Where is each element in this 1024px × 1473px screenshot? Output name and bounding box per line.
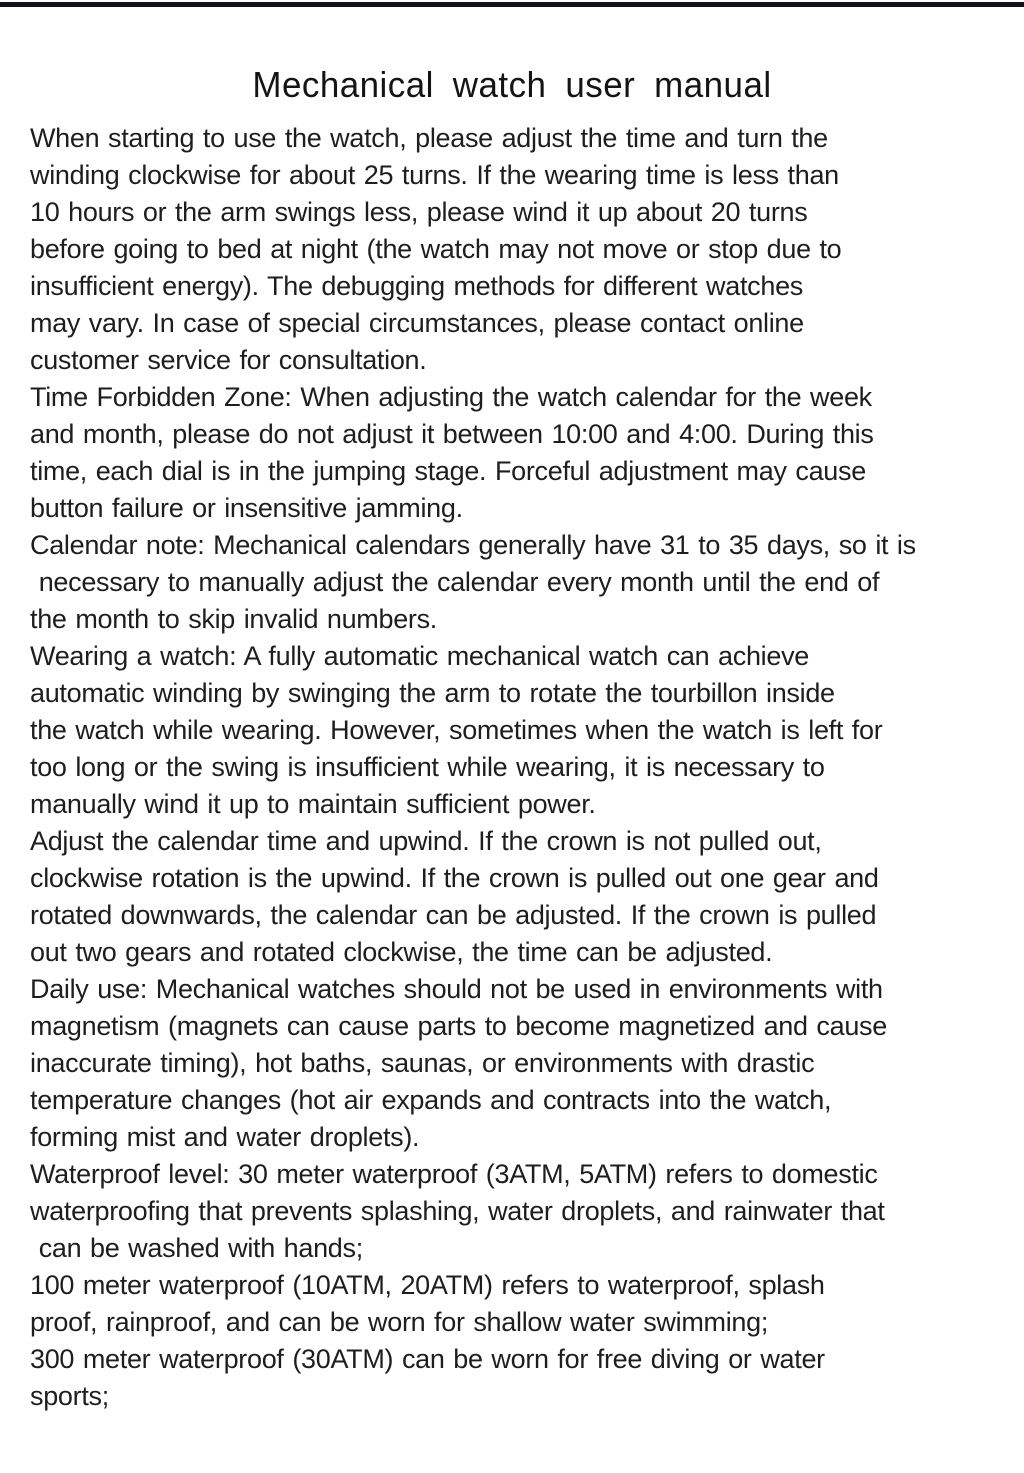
text-line: 300 meter waterproof (30ATM) can be worn for free diving or water [30, 1344, 825, 1374]
text-line: proof, rainproof, and can be worn for shallow water swimming; [30, 1307, 769, 1337]
text-line: magnetism (magnets can cause parts to become magnetized and cause [30, 1011, 887, 1041]
text-line: forming mist and water droplets). [30, 1122, 420, 1152]
paragraph-adjust-calendar [30, 823, 1014, 971]
text-line: time, each dial is in the jumping stage. Forceful adjustment may cause [30, 456, 866, 486]
text-line: too long or the swing is insufficient while wearing, it is necessary to [30, 752, 825, 782]
text-line: Daily use: Mechanical watches should not be used in environments with [30, 974, 883, 1004]
text-line: insufficient energy). The debugging methods for different watches [30, 271, 803, 301]
manual-document [0, 64, 1024, 1415]
paragraph-wearing [30, 638, 1014, 823]
text-line: waterproofing that prevents splashing, water droplets, and rainwater that [30, 1196, 885, 1226]
text-line: rotated downwards, the calendar can be adjusted. If the crown is pulled [30, 900, 877, 930]
text-line: button failure or insensitive jamming. [30, 493, 463, 523]
page-title: Mechanical watch user manual [252, 64, 772, 105]
text-line: customer service for consultation. [30, 345, 427, 375]
text-line: and month, please do not adjust it between 10:00 and 4:00. During this [30, 419, 874, 449]
text-line: Calendar note: Mechanical calendars generally have 31 to 35 days, so it is [30, 530, 916, 560]
text-line: manually wind it up to maintain sufficient power. [30, 789, 596, 819]
paragraph-calendar-note [30, 527, 1014, 638]
text-line: the watch while wearing. However, sometimes when the watch is left for [30, 715, 883, 745]
text-line: Wearing a watch: A fully automatic mechanical watch can achieve [30, 641, 810, 671]
text-line: the month to skip invalid numbers. [30, 604, 438, 634]
paragraph-time-forbidden-zone [30, 379, 1014, 527]
document-body [0, 120, 1024, 1415]
text-line: automatic winding by swinging the arm to rotate the tourbillon inside [30, 678, 835, 708]
text-line: When starting to use the watch, please adjust the time and turn the [30, 123, 828, 153]
top-border-bar [0, 2, 1024, 7]
paragraph-waterproof-300m [30, 1341, 1014, 1415]
text-line: winding clockwise for about 25 turns. If the wearing time is less than [30, 160, 839, 190]
paragraph-waterproof-30m [30, 1156, 1014, 1267]
text-line: clockwise rotation is the upwind. If the crown is pulled out one gear and [30, 863, 879, 893]
text-line: may vary. In case of special circumstances, please contact online [30, 308, 804, 338]
text-line: Adjust the calendar time and upwind. If the crown is not pulled out, [30, 826, 822, 856]
text-line: inaccurate timing), hot baths, saunas, or environments with drastic [30, 1048, 815, 1078]
text-line: sports; [30, 1381, 109, 1411]
text-line: Waterproof level: 30 meter waterproof (3ATM, 5ATM) refers to domestic [30, 1159, 878, 1189]
paragraph-daily-use [30, 971, 1014, 1156]
text-line: before going to bed at night (the watch may not move or stop due to [30, 234, 842, 264]
text-line: necessary to manually adjust the calendar every month until the end of [30, 567, 880, 597]
text-line: 10 hours or the arm swings less, please wind it up about 20 turns [30, 197, 808, 227]
text-line: 100 meter waterproof (10ATM, 20ATM) refers to waterproof, splash [30, 1270, 825, 1300]
text-line: out two gears and rotated clockwise, the time can be adjusted. [30, 937, 773, 967]
text-line: can be washed with hands; [30, 1233, 363, 1263]
paragraph-waterproof-100m [30, 1267, 1014, 1341]
text-line: temperature changes (hot air expands and contracts into the watch, [30, 1085, 832, 1115]
paragraph-startup [30, 120, 1014, 379]
text-line: Time Forbidden Zone: When adjusting the watch calendar for the week [30, 382, 872, 412]
